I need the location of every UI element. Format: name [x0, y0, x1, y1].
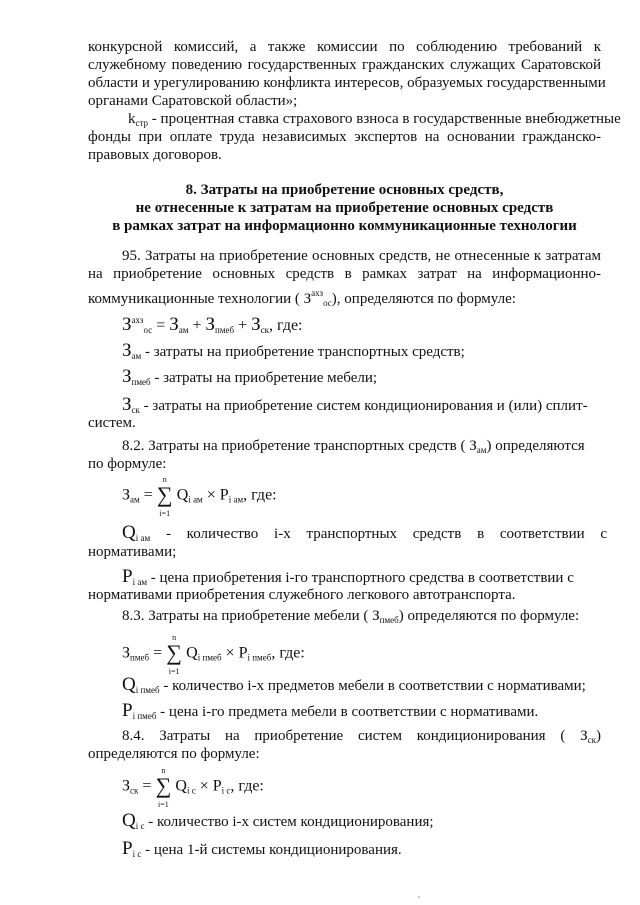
definition-q-pmeb: $Q_{i пмеб}$ - количество i-х предметов мебели в соответствии с нормативами;	[122, 674, 586, 695]
text-line: коммуникационные технологии ( $З^{ахз}_{ос}$), определяются по формуле:	[88, 288, 516, 308]
formula-main: $З^{ахз}_{ос} = З_{ам} + З_{пмеб} + З_{ск}$, где:	[122, 314, 303, 335]
formula-zam: $З_{ам}$ = n ∑ i=1 $Q_{i ам} \times P_{i ам}$, где:	[122, 475, 277, 518]
text-line: служебному поведению государственных гражданских служащих Саратовской	[88, 57, 601, 73]
definition-p-sk: $P_{i с}$ - цена 1-й системы кондиционирования.	[122, 838, 402, 859]
section-heading: не отнесенные к затратам на приобретение основных средств	[135, 200, 554, 216]
formula-zpmeb: $З_{пмеб}$ = n ∑ i=1 $Q_{i пмеб} \times P_{i пмеб}$, где:	[122, 633, 305, 676]
text-line: 95. Затраты на приобретение основных средств, не отнесенные к затратам	[122, 248, 601, 264]
text-line: 8.2. Затраты на приобретение транспортных средств ( $З_{ам}$) определяются	[122, 438, 585, 455]
scan-mark: ,	[417, 889, 420, 899]
text-line: систем.	[88, 415, 136, 431]
section-heading: в рамках затрат на информационно коммуникационные технологии	[112, 218, 577, 234]
text-line: правовых договоров.	[88, 147, 222, 163]
text-line: нормативами;	[88, 544, 177, 560]
text-line: - процентная ставка страхового взноса в государственные внебюджетные	[148, 111, 621, 127]
text-line: конкурсной комиссий, а также комиссии по соблюдению требований к	[88, 39, 601, 55]
text-line: 8.4. Затраты на приобретение систем кондиционирования ( $З_{ск}$)	[122, 728, 601, 745]
text-line: 8.3. Затраты на приобретение мебели ( $З_{пмеб}$) определяются по формуле:	[122, 608, 580, 625]
text-line: нормативами приобретения служебного легкового автотранспорта.	[88, 587, 516, 603]
definition-zam: $З_{ам}$ - затраты на приобретение транспортных средств;	[122, 340, 465, 361]
symbol-z: З	[303, 291, 312, 307]
symbol-k: k	[128, 111, 136, 127]
definition-p-pmeb: $P_{i пмеб}$ - цена i-го предмета мебели в соответствии с нормативами.	[122, 700, 539, 721]
text-line: фонды при оплате труда независимых экспертов на основании гражданско-	[88, 129, 601, 145]
definition-p-am: $P_{i ам}$ - цена приобретения i-го транспортного средства в соответствии с	[122, 566, 574, 587]
text-line: определяются по формуле:	[88, 746, 260, 762]
formula-zsk: $З_{ск}$ = n ∑ i=1 $Q_{i с} \times P_{i с}$, где:	[122, 766, 264, 809]
definition-zpmeb: $З_{пмеб}$ - затраты на приобретение мебели;	[122, 366, 378, 387]
text-line: по формуле:	[88, 456, 167, 472]
text-line: на приобретение основных средств в рамках затрат на информационно-	[88, 266, 601, 282]
definition-q-am: $Q_{i ам}$ - количество i-х транспортных средств в соответствии с	[122, 522, 608, 543]
symbol-sub: стр	[135, 118, 149, 128]
section-heading: 8. Затраты на приобретение основных средств,	[185, 182, 504, 198]
text-line: органами Саратовской области»;	[88, 93, 298, 109]
text-line: области и урегулированию конфликта интересов, образуемых государственными	[88, 75, 606, 91]
definition-zsk: $З_{ск}$ - затраты на приобретение систем кондиционирования и (или) сплит-	[122, 394, 588, 415]
definition-q-sk: $Q_{i с}$ - количество i-х систем кондиционирования;	[122, 810, 434, 831]
